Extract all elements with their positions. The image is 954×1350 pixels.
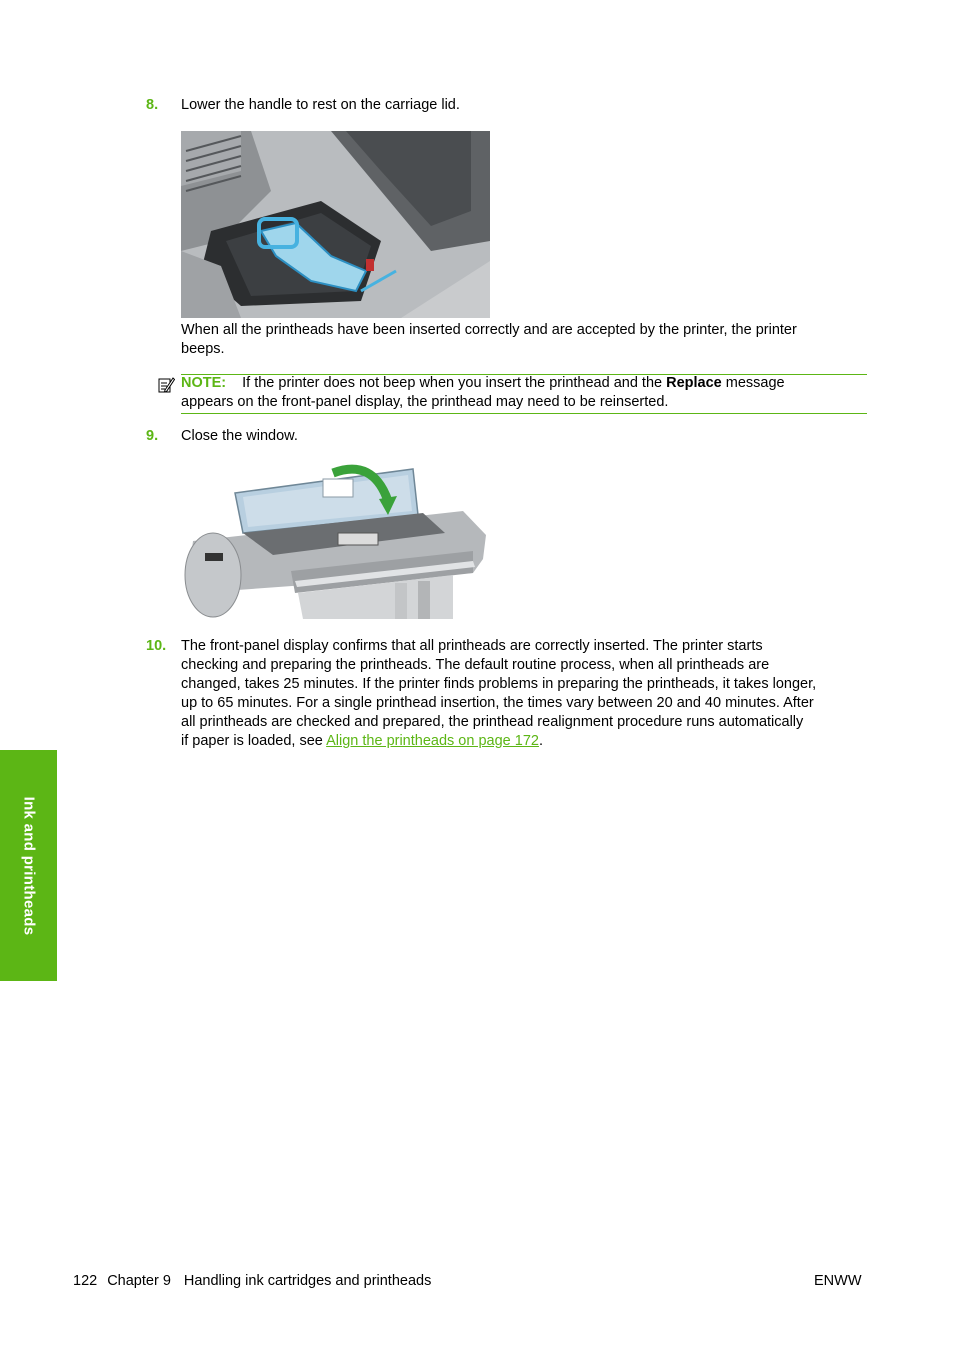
footer-chapter: Chapter 9 <box>107 1273 171 1289</box>
note-bottom-rule <box>181 413 867 414</box>
note-line1 <box>181 374 785 393</box>
step-8-number: 8. <box>146 97 159 113</box>
align-printheads-link[interactable]: Align the printheads on page 172 <box>326 733 539 749</box>
note-text-after: message <box>721 375 785 391</box>
step-9-text: Close the window. <box>181 428 298 444</box>
step-9-number: 9. <box>146 428 159 444</box>
step-10-number: 10. <box>146 638 167 654</box>
side-chapter-tab <box>0 750 57 981</box>
step-10-last-suffix: . <box>538 733 543 749</box>
note-icon <box>157 376 175 394</box>
footer-left <box>73 1272 431 1291</box>
step-10-line: The front-panel display confirms that all printheads are correctly inserted. The printer starts <box>181 638 763 654</box>
step-10-line: all printheads are checked and prepared, the printhead realignment procedure runs automatically <box>181 714 804 730</box>
carriage-handle-illustration <box>181 131 490 318</box>
footer-enww: ENWW <box>814 1273 862 1289</box>
printer-window-illustration <box>183 463 489 619</box>
footer-chapter-title: Handling ink cartridges and printheads <box>183 1273 432 1289</box>
step-10-last-prefix: if paper is loaded, see <box>181 733 327 749</box>
step-10-line-last <box>181 732 816 751</box>
footer-page-number: 122 <box>73 1273 98 1289</box>
step-10-line: up to 65 minutes. For a single printhead insertion, the times vary between 20 and 40 minutes. After <box>181 695 814 711</box>
side-tab-label: Ink and printheads <box>20 796 37 935</box>
step-8-text: Lower the handle to rest on the carriage lid. <box>181 97 460 113</box>
inserted-text-line2: beeps. <box>181 341 225 357</box>
step-10-line: changed, takes 25 minutes. If the printer finds problems in preparing the printheads, it takes longer, <box>181 676 817 692</box>
step-10-line: checking and preparing the printheads. The default routine process, when all printheads are <box>181 657 770 673</box>
note-text-before: If the printer does not beep when you insert the printhead and the <box>242 375 667 391</box>
inserted-text-line1: When all the printheads have been inserted correctly and are accepted by the printer, the printer <box>181 322 797 338</box>
note-label: NOTE: <box>181 375 227 391</box>
step-10-paragraph <box>181 637 816 751</box>
note-bold-replace: Replace <box>666 375 722 391</box>
note-line2: appears on the front-panel display, the printhead may need to be reinserted. <box>181 394 669 410</box>
